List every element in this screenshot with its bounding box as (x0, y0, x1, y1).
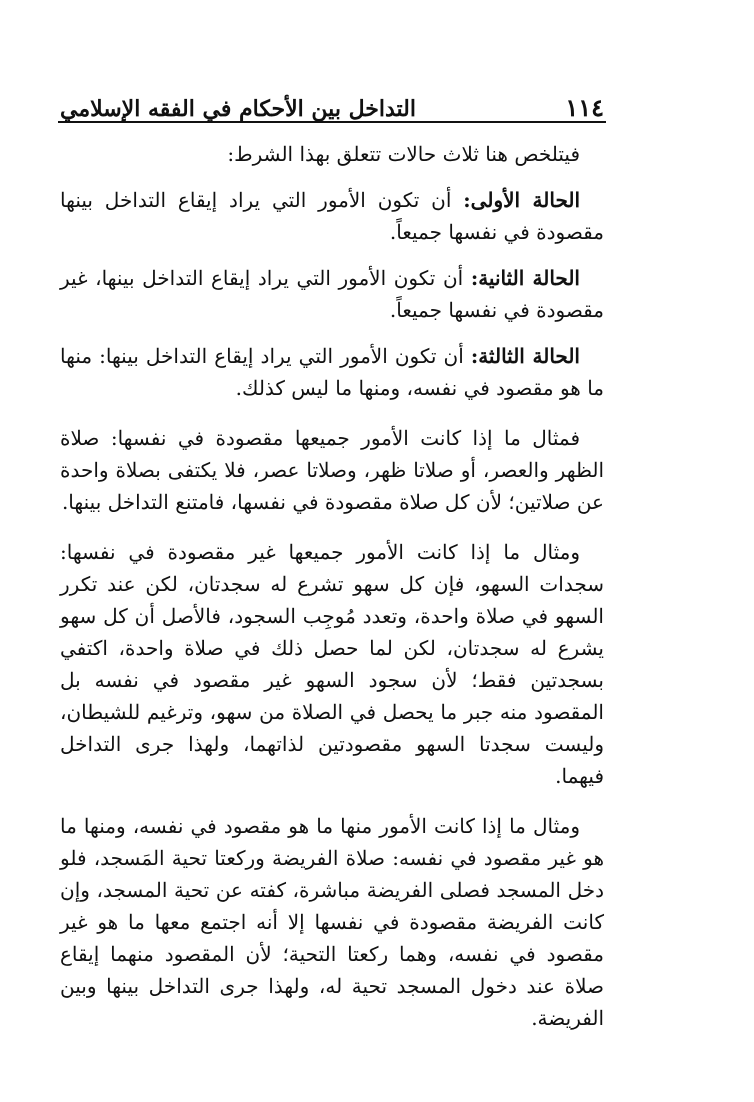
page-number: ١١٤ (565, 93, 604, 122)
running-title: التداخل بين الأحكام في الفقه الإسلامي (60, 96, 416, 122)
example-one-paragraph: فمثال ما إذا كانت الأمور جميعها مقصودة في نفسها: صلاة الظهر والعصر، أو صلاتا ظهر، وصلاتا عصر، فلا يكتفى بصلاة واحدة عن صلاتين؛ لأن كل صلاة مقصودة في نفسها، فامتنع التداخل بينها. (60, 426, 604, 514)
header-divider (58, 121, 606, 123)
case-two-term: الحالة الثانية: (470, 266, 580, 290)
example-two-paragraph: ومثال ما إذا كانت الأمور جميعها غير مقصودة في نفسها: سجدات السهو، فإن كل سهو تشرع له سجدتان، لكن عند تكرر السهو في صلاة واحدة، وتعدد مُوجِب السجود، فالأصل أن كل سهو يشرع له سجدتان، لكن لما حصل ذلك في صلاة واحدة، اكتفي بسجدتين فقط؛ لأن سجود السهو غير مقصود في نفسه بل المقصود منه جبر ما يحصل في الصلاة من سهو، وترغيم للشيطان، وليست سجدتا السهو مقصودتين لذاتهما، ولهذا جرى التداخل فيهما. (60, 540, 604, 788)
case-one-text: أن تكون الأمور التي يراد إيقاع التداخل بينها مقصودة في نفسها جميعاً. (60, 188, 604, 244)
page-header (60, 80, 604, 120)
case-three-paragraph (60, 340, 604, 404)
example-three-paragraph: ومثال ما إذا كانت الأمور منها ما هو مقصود في نفسه، ومنها ما هو غير مقصود في نفسه: صلاة الفريضة وركعتا تحية المَسجد، فلو دخل المسجد فصلى الفريضة مباشرة، كفته عن تحية المسجد، وإن كانت الفريضة مقصودة في نفسها إلا أنه اجتمع معها ما هو غير مقصود في نفسه، وهما ركعتا التحية؛ لأن المقصود منهما إيقاع صلاة عند دخول المسجد تحية له، ولهذا جرى التداخل بينها وبين الفريضة. (60, 814, 604, 1030)
intro-paragraph: فيتلخص هنا ثلاث حالات تتعلق بهذا الشرط: (227, 142, 580, 166)
case-two-paragraph (60, 262, 604, 326)
body-text (60, 138, 604, 1048)
case-one-paragraph (60, 184, 604, 248)
case-two-text: أن تكون الأمور التي يراد إيقاع التداخل بينها، غير مقصودة في نفسها جميعاً. (60, 266, 604, 322)
case-one-term: الحالة الأولى: (463, 188, 580, 212)
case-three-text: أن تكون الأمور التي يراد إيقاع التداخل بينها: منها ما هو مقصود في نفسه، ومنها ما ليس كذلك. (60, 344, 604, 400)
case-three-term: الحالة الثالثة: (470, 344, 580, 368)
